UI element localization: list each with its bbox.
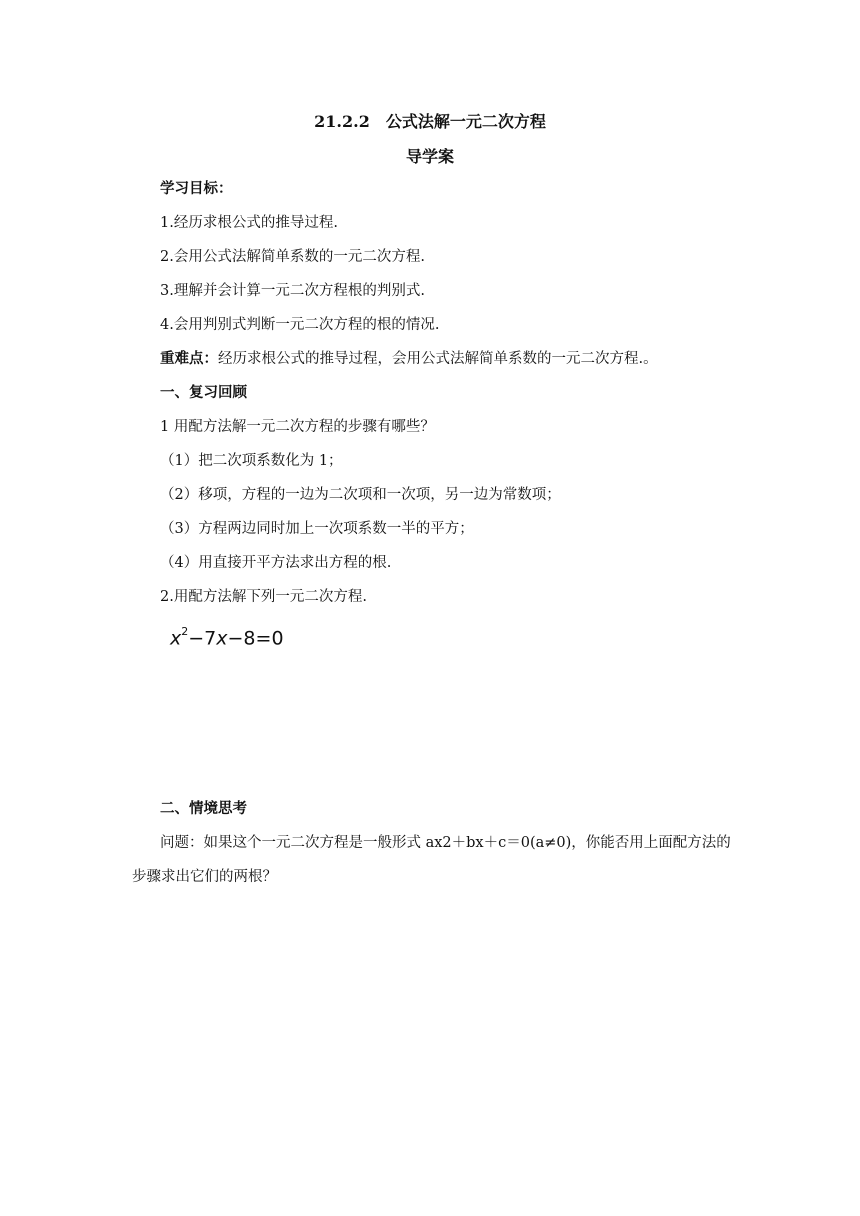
- review-step: （1）把二次项系数化为 1；: [160, 453, 343, 469]
- objective-item: 2.会用公式法解简单系数的一元二次方程.: [160, 249, 425, 265]
- review-question-2: 2.用配方法解下列一元二次方程.: [160, 589, 367, 605]
- document-title: 21.2.2 公式法解一元二次方程: [314, 112, 546, 131]
- objectives-heading: 学习目标：: [160, 180, 233, 197]
- review-step: （3）方程两边同时加上一次项系数一半的平方；: [160, 521, 474, 537]
- equation-variable: x: [216, 627, 228, 650]
- key-points-label: 重难点：: [160, 350, 218, 367]
- key-points-text: 经历求根公式的推导过程，会用公式法解简单系数的一元二次方程.。: [218, 351, 658, 367]
- objective-item: 4.会用判别式判断一元二次方程的根的情况.: [160, 317, 440, 333]
- equation-coefficient: −7: [188, 627, 217, 650]
- document-subtitle: 导学案: [405, 147, 454, 166]
- review-step: （2）移项，方程的一边为二次项和一次项，另一边为常数项；: [160, 487, 561, 503]
- scenario-question-line: 步骤求出它们的两根？: [132, 869, 277, 885]
- review-step: （4）用直接开平方法求出方程的根.: [160, 555, 392, 571]
- equation-constant: −8=0: [227, 627, 284, 650]
- objective-item: 1.经历求根公式的推导过程.: [160, 215, 338, 231]
- review-question-1: 1 用配方法解一元二次方程的步骤有哪些？: [160, 419, 435, 435]
- equation-exponent: 2: [181, 625, 189, 638]
- quadratic-equation: [170, 622, 284, 650]
- scenario-question-line: 问题：如果这个一元二次方程是一般形式 ax2＋bx＋c＝0(a≠0)，你能否用上面配方法的: [160, 835, 731, 851]
- key-points: [160, 350, 658, 368]
- scenario-heading: 二、情境思考: [160, 800, 247, 817]
- review-heading: 一、复习回顾: [160, 384, 247, 401]
- equation-variable: x: [170, 627, 182, 650]
- objective-item: 3.理解并会计算一元二次方程根的判别式.: [160, 283, 425, 299]
